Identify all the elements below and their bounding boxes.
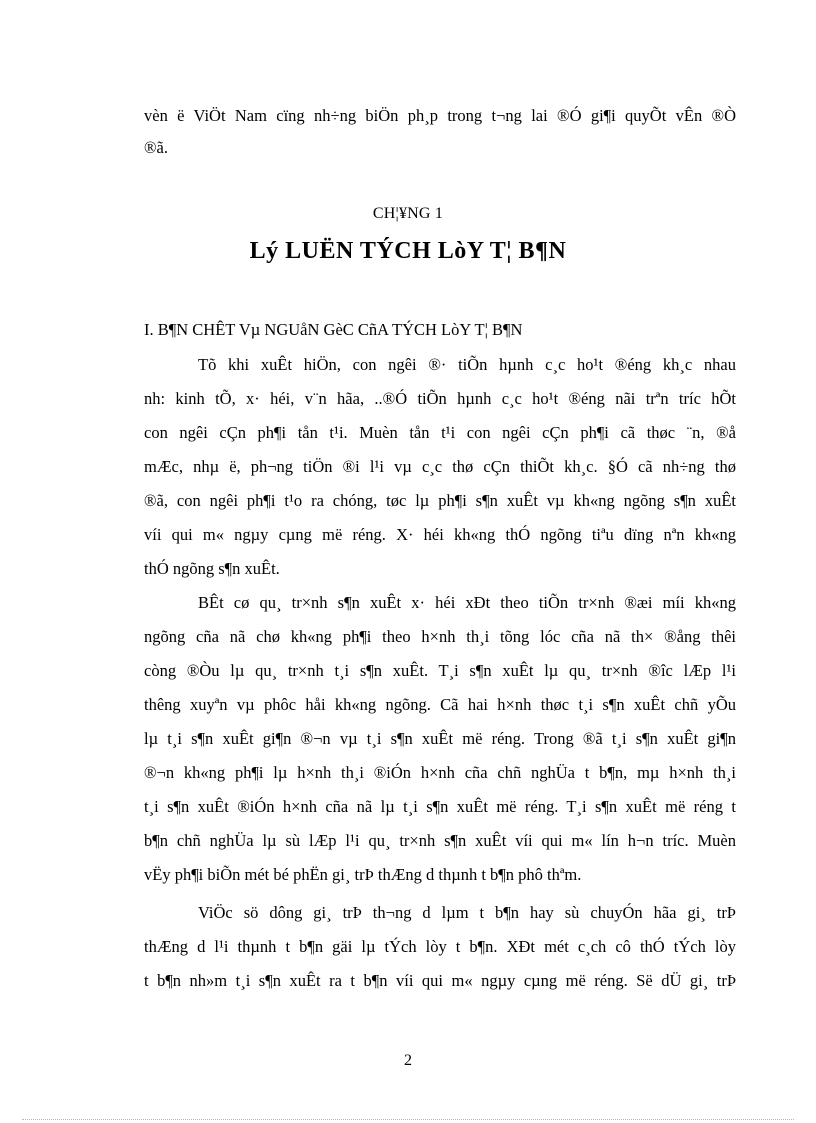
paragraph-line: thÆng d l¹i thµnh t b¶n gäi lµ tÝch lòy t b¶n. XÐt mét c¸ch cô thÓ tÝch lòy <box>144 937 736 956</box>
intro-line: vèn ë ViÖt Nam cïng nh÷ng biÖn ph¸p trong t¬ng lai ®Ó gi¶i quyÕt vÊn ®Ò <box>144 106 736 125</box>
paragraph-line: ®¬n kh«ng ph¶i lµ h×nh th¸i ®iÓn h×nh cña chñ nghÜa t b¶n, mµ h×nh th¸i <box>144 763 736 782</box>
paragraph-line: nh: kinh tÕ, x· héi, v¨n hãa, ..®Ó tiÕn hµnh c¸c ho¹t ®éng nãi trªn tríc hÕt <box>144 389 736 408</box>
paragraph-line: ViÖc sö dông gi¸ trÞ th¬ng d lµm t b¶n hay sù chuyÓn hãa gi¸ trÞ <box>198 903 736 922</box>
section-heading: I. B¶N CHÊT Vµ NGUåN GèC CñA TÝCH LòY T¦ B¶N <box>144 320 523 339</box>
paragraph-line: víi qui m« ngµy cµng më réng. X· héi kh«ng thÓ ngõng tiªu dïng nªn kh«ng <box>144 525 736 544</box>
paragraph-line: t¸i s¶n xuÊt ®iÓn h×nh cña nã lµ t¸i s¶n xuÊt më réng. T¸i s¶n xuÊt më réng t <box>144 797 736 816</box>
page-number: 2 <box>404 1052 412 1069</box>
chapter-label: CH¦¥NG 1 <box>372 205 444 222</box>
paragraph-line: BÊt cø qu¸ tr×nh s¶n xuÊt x· héi xÐt theo tiÕn tr×nh ®æi míi kh«ng <box>198 593 736 612</box>
paragraph-line: mÆc, nhµ ë, ph¬ng tiÖn ®i l¹i vµ c¸c thø cÇn thiÕt kh¸c. §Ó cã nh÷ng thø <box>144 457 736 476</box>
chapter-title: Lý LUËN TÝCH LòY T¦ B¶N <box>249 238 567 264</box>
paragraph-line: ®ã, con ngêi ph¶i t¹o ra chóng, tøc lµ ph¶i s¶n xuÊt vµ kh«ng ngõng s¶n xuÊt <box>144 491 736 510</box>
intro-line: ®ã. <box>144 138 168 157</box>
paragraph-line: con ngêi cÇn ph¶i tån t¹i. Muèn tån t¹i con ngêi cÇn ph¶i cã thøc ¨n, ®å <box>144 423 736 442</box>
paragraph-line: t b¶n nh»m t¸i s¶n xuÊt ra t b¶n víi qui m« ngµy cµng më réng. Së dÜ gi¸ trÞ <box>144 971 736 990</box>
paragraph-line: b¶n chñ nghÜa lµ sù lÆp l¹i qu¸ tr×nh s¶n xuÊt víi qui m« lín h¬n tríc. Muèn <box>144 831 736 850</box>
paragraph-line: còng ®Òu lµ qu¸ tr×nh t¸i s¶n xuÊt. T¸i s¶n xuÊt lµ qu¸ tr×nh ®îc lÆp l¹i <box>144 661 736 680</box>
paragraph-line: thÓ ngõng s¶n xuÊt. <box>144 559 280 578</box>
paragraph-line: ngõng cña nã chø kh«ng ph¶i theo h×nh th¸i tõng lóc cña nã th× ®ång thêi <box>144 627 736 646</box>
page-bottom-border <box>22 1119 794 1120</box>
paragraph-line: lµ t¸i s¶n xuÊt gi¶n ®¬n vµ t¸i s¶n xuÊt më réng. Trong ®ã t¸i s¶n xuÊt gi¶n <box>144 729 736 748</box>
paragraph-line: Tõ khi xuÊt hiÖn, con ngêi ®· tiÕn hµnh c¸c ho¹t ®éng kh¸c nhau <box>198 355 736 374</box>
paragraph-line: thêng xuyªn vµ phôc håi kh«ng ngõng. Cã hai h×nh thøc t¸i s¶n xuÊt chñ yÕu <box>144 695 736 714</box>
paragraph-line: vËy ph¶i biÕn mét bé phËn gi¸ trÞ thÆng d thµnh t b¶n phô thªm. <box>144 865 582 884</box>
